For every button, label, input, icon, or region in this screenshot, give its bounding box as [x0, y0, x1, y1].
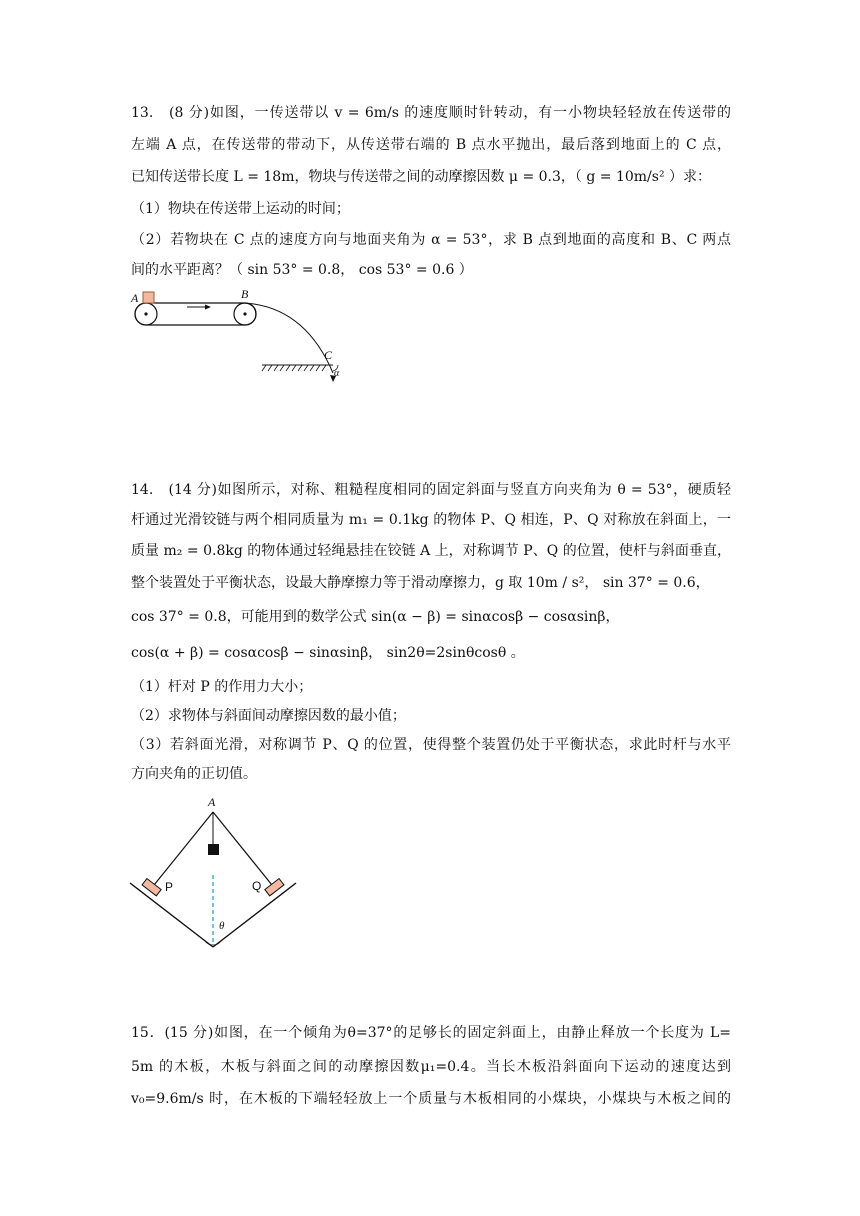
rod-right [213, 812, 276, 893]
block-p [142, 879, 161, 896]
incline-rod-diagram [125, 795, 310, 955]
label-b: B [241, 287, 249, 301]
label-p: P [165, 880, 174, 894]
hanging-mass [208, 844, 219, 855]
label-alpha: α [334, 368, 340, 379]
q14-line-6: cos(α + β) = cosαcosβ − sinαsinβ， sin2θ=2sinθcosθ 。 [131, 645, 525, 661]
label-c: C [324, 348, 333, 362]
q13-line-3: 已知传送带长度 L = 18m，物块与传送带之间的动摩擦因数 μ = 0.3，（ g = 10m/s² ）求： [131, 169, 712, 185]
q14-line-3: 质量 m₂ = 0.8kg 的物体通过轻绳悬挂在铰链 A 上，对称调节 P、Q 的位置，使杆与斜面垂直， [131, 543, 731, 559]
label-a: A [131, 291, 139, 305]
q14-line-5: cos 37° = 0.8，可能用到的数学公式 sin(α − β) = sinαcosβ − cosαsinβ， [131, 609, 620, 625]
block-q [265, 879, 284, 896]
block-on-belt [143, 292, 154, 303]
label-hinge-a: A [208, 795, 216, 809]
q13-line-4: （1）物块在传送带上运动的时间； [131, 201, 350, 217]
q14-line-4: 整个装置处于平衡状态，设最大静摩擦力等于滑动摩擦力，g 取 10m / s²， sin 37° = 0.6， [131, 575, 710, 591]
projectile-trajectory [245, 303, 333, 373]
q13-line-2: 左端 A 点，在传送带的带动下，从传送带右端的 B 点水平抛出，最后落到地面上的 C 点， [131, 137, 731, 153]
q14-line-8: （2）求物体与斜面间动摩擦因数的最小值； [131, 708, 406, 724]
q14-line-10: 方向夹角的正切值。 [131, 766, 257, 782]
q14-line-2: 杆通过光滑铰链与两个相同质量为 m₁ = 0.1kg 的物体 P、Q 相连，P、Q 对称放在斜面上，一 [131, 512, 731, 528]
q13-line-6: 间的水平距离？（ sin 53° = 0.8， cos 53° = 0.6 ） [131, 262, 473, 278]
q14-line-9: （3）若斜面光滑，对称调节 P、Q 的位置，使得整个装置仍处于平衡状态，求此时杆与水平 [131, 737, 731, 753]
q15-line-1: 15．(15 分)如图，在一个倾角为θ=37°的足够长的固定斜面上，由静止释放一个长度为 L= [131, 1025, 731, 1041]
conveyor-belt-diagram [125, 285, 355, 395]
rod-left [150, 812, 213, 890]
q14-line-7: （1）杆对 P 的作用力大小； [131, 679, 313, 695]
label-theta: θ [219, 920, 225, 932]
q14-line-1: 14. (14 分)如图所示，对称、粗糙程度相同的固定斜面与竖直方向夹角为 θ = 53°，硬质轻 [131, 482, 731, 498]
label-q: Q [252, 879, 262, 893]
belt-direction-arrow [187, 305, 211, 310]
q13-line-5: （2）若物块在 C 点的速度方向与地面夹角为 α = 53°，求 B 点到地面的高度和 B、C 两点 [131, 232, 731, 248]
q15-line-2: 5m 的木板，木板与斜面之间的动摩擦因数μ₁=0.4。当长木板沿斜面向下运动的速度达到 [131, 1059, 731, 1075]
q13-line-1: 13. (8 分)如图，一传送带以 v = 6m/s 的速度顺时针转动，有一小物块轻轻放在传送带的 [131, 105, 731, 121]
q15-line-3: v₀=9.6m/s 时，在木板的下端轻轻放上一个质量与木板相同的小煤块，小煤块与木板之间的 [131, 1091, 731, 1107]
